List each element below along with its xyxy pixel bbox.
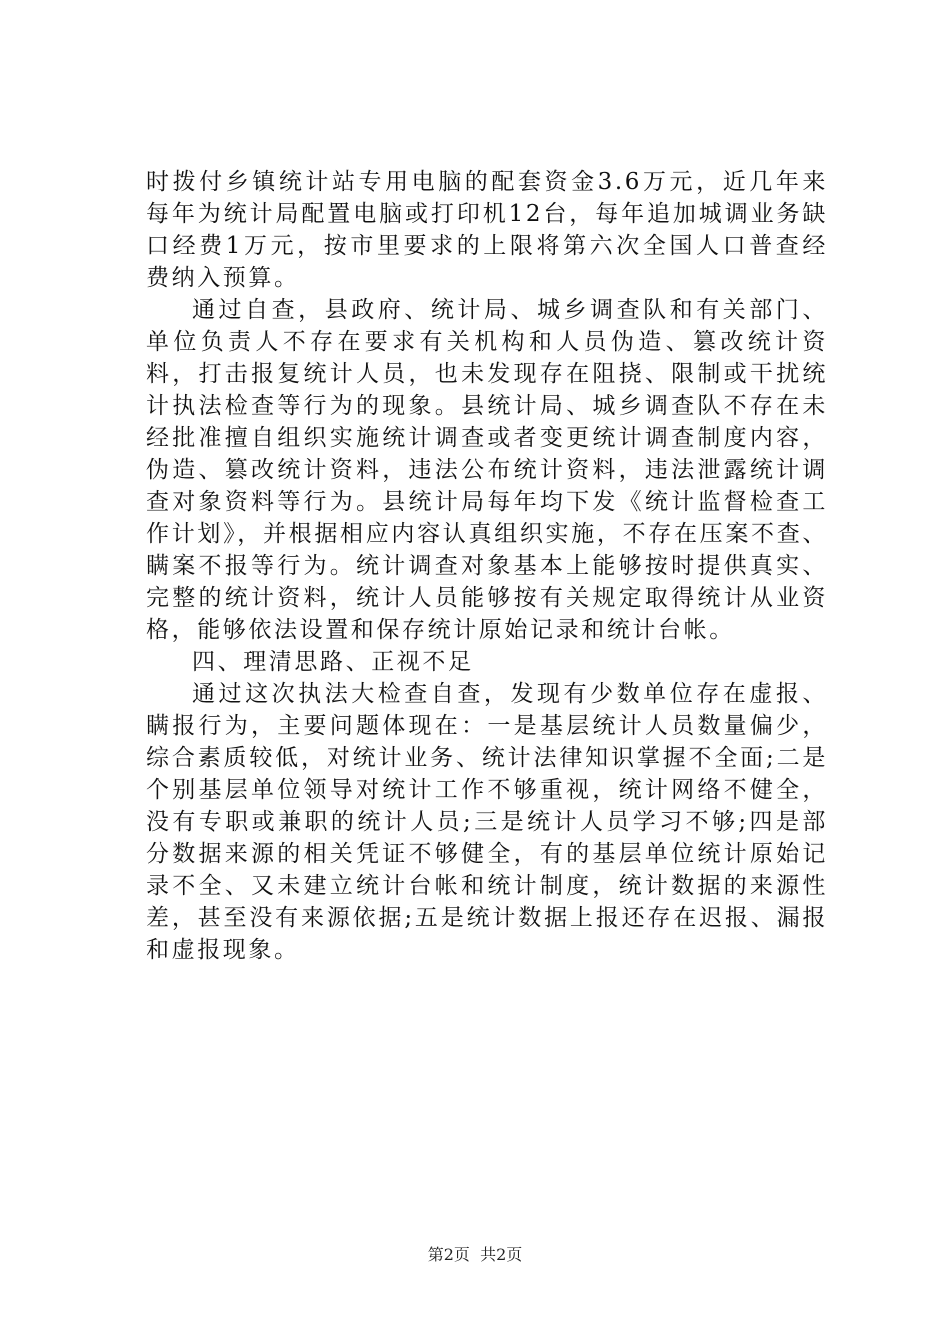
paragraph-problems: 通过这次执法大检查自查，发现有少数单位存在虚报、瞒报行为，主要问题体现在：一是基层统计人员数量偏少，综合素质较低，对统计业务、统计法律知识掌握不全面;二是个别基层单位领导对统计工作不够重视，统计网络不健全，没有专职或兼职的统计人员;三是统计人员学习不够;四是部分数据来源的相关凭证不够健全，有的基层单位统计原始记录不全、又未建立统计台帐和统计制度，统计数据的来源性差，甚至没有来源依据;五是统计数据上报还存在迟报、漏报和虚报现象。 [146,681,828,963]
document-body [146,166,828,966]
page-number: 第2页 [427,1245,470,1264]
paragraph-continuation: 时拨付乡镇统计站专用电脑的配套资金3.6万元，近几年来每年为统计局配置电脑或打印机12台，每年追加城调业务缺口经费1万元，按市里要求的上限将第六次全国人口普查经费纳入预算。 [146,169,828,291]
paragraph-self-inspection: 通过自查，县政府、统计局、城乡调查队和有关部门、单位负责人不存在要求有关机构和人员伪造、篡改统计资料，打击报复统计人员，也未发现存在阻挠、限制或干扰统计执法检查等行为的现象。县统计局、城乡调查队不存在未经批准擅自组织实施统计调查或者变更统计调查制度内容，伪造、篡改统计资料，违法公布统计资料，违法泄露统计调查对象资料等行为。县统计局每年均下发《统计监督检查工作计划》，并根据相应内容认真组织实施，不存在压案不查、瞒案不报等行为。统计调查对象基本上能够按时提供真实、完整的统计资料，统计人员能够按有关规定取得统计从业资格，能够依法设置和保存统计原始记录和统计台帐。 [146,297,828,643]
page-total: 共2页 [480,1245,523,1264]
section-heading: 四、理清思路、正视不足 [192,649,474,675]
page-footer [0,1244,950,1266]
